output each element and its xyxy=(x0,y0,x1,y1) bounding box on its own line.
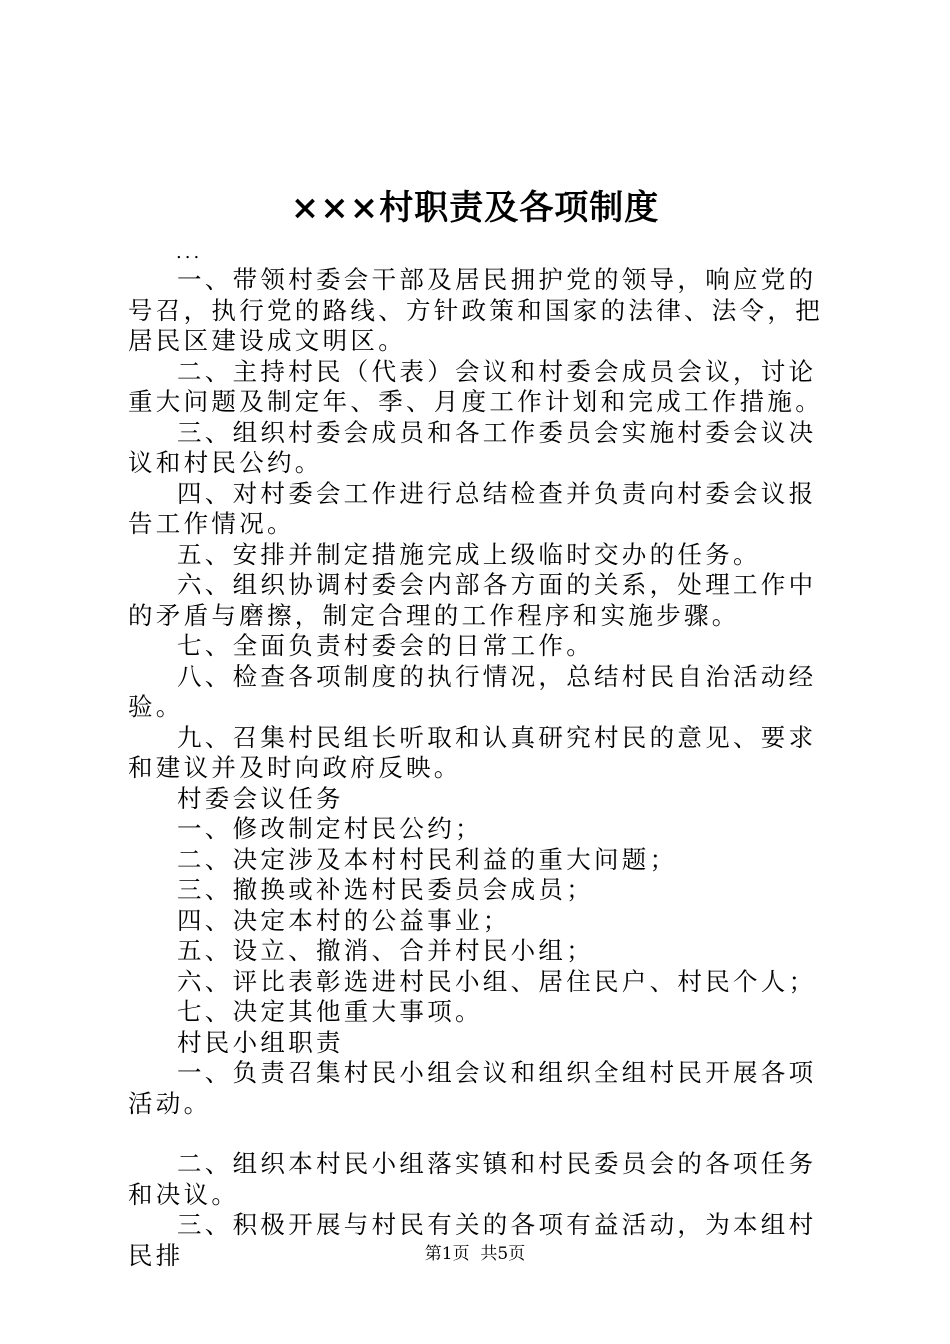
section-heading: 村委会议任务 xyxy=(177,783,344,813)
paragraph: 八、检查各项制度的执行情况，总结村民自治活动经验。 xyxy=(128,661,817,721)
section-heading: 村民小组职责 xyxy=(177,1027,344,1057)
paragraph: 二、决定涉及本村村民利益的重大问题； xyxy=(177,844,678,874)
paragraph: 三、组织村委会成员和各工作委员会实施村委会议决议和村民公约。 xyxy=(128,417,817,477)
paragraph: 三、撤换或补选村民委员会成员； xyxy=(177,875,594,904)
paragraph: 四、决定本村的公益事业； xyxy=(177,905,511,935)
paragraph: 六、评比表彰选进村民小组、居住民户、村民个人； xyxy=(177,966,817,996)
page-number: 第1页 xyxy=(424,1244,470,1264)
ellipsis-marker: ... xyxy=(176,242,203,263)
paragraph: 一、带领村委会干部及居民拥护党的领导，响应党的号召，执行党的路线、方针政策和国家的法律、法令，把居民区建设成文明区。 xyxy=(128,265,823,355)
document-body xyxy=(128,265,838,1271)
paragraph: 二、组织本村民小组落实镇和村民委员会的各项任务和决议。 xyxy=(128,1149,817,1209)
paragraph: 四、对村委会工作进行总结检查并负责向村委会议报告工作情况。 xyxy=(128,478,817,538)
paragraph: 三、积极开展与村民有关的各项有益活动，为本组村民排 xyxy=(128,1210,817,1270)
page-footer xyxy=(0,1242,950,1266)
document-title: ×××村职责及各项制度 xyxy=(290,188,660,228)
paragraph: 一、负责召集村民小组会议和组织全组村民开展各项活动。 xyxy=(128,1058,817,1118)
page-total: 共5页 xyxy=(480,1244,526,1264)
paragraph: 五、设立、撤消、合并村民小组； xyxy=(177,936,594,965)
paragraph: 六、组织协调村委会内部各方面的关系，处理工作中的矛盾与磨擦，制定合理的工作程序和实施步骤。 xyxy=(128,570,817,630)
footer-spacer xyxy=(470,1244,481,1264)
paragraph: 一、修改制定村民公约； xyxy=(177,814,483,843)
paragraph: 九、召集村民组长听取和认真研究村民的意见、要求和建议并及时向政府反映。 xyxy=(128,722,817,782)
paragraph: 二、主持村民（代表）会议和村委会成员会议，讨论重大问题及制定年、季、月度工作计划和完成工作措施。 xyxy=(128,356,823,416)
paragraph: 五、安排并制定措施完成上级临时交办的任务。 xyxy=(177,539,761,569)
paragraph: 七、全面负责村委会的日常工作。 xyxy=(177,631,594,660)
paragraph: 七、决定其他重大事项。 xyxy=(177,997,483,1026)
